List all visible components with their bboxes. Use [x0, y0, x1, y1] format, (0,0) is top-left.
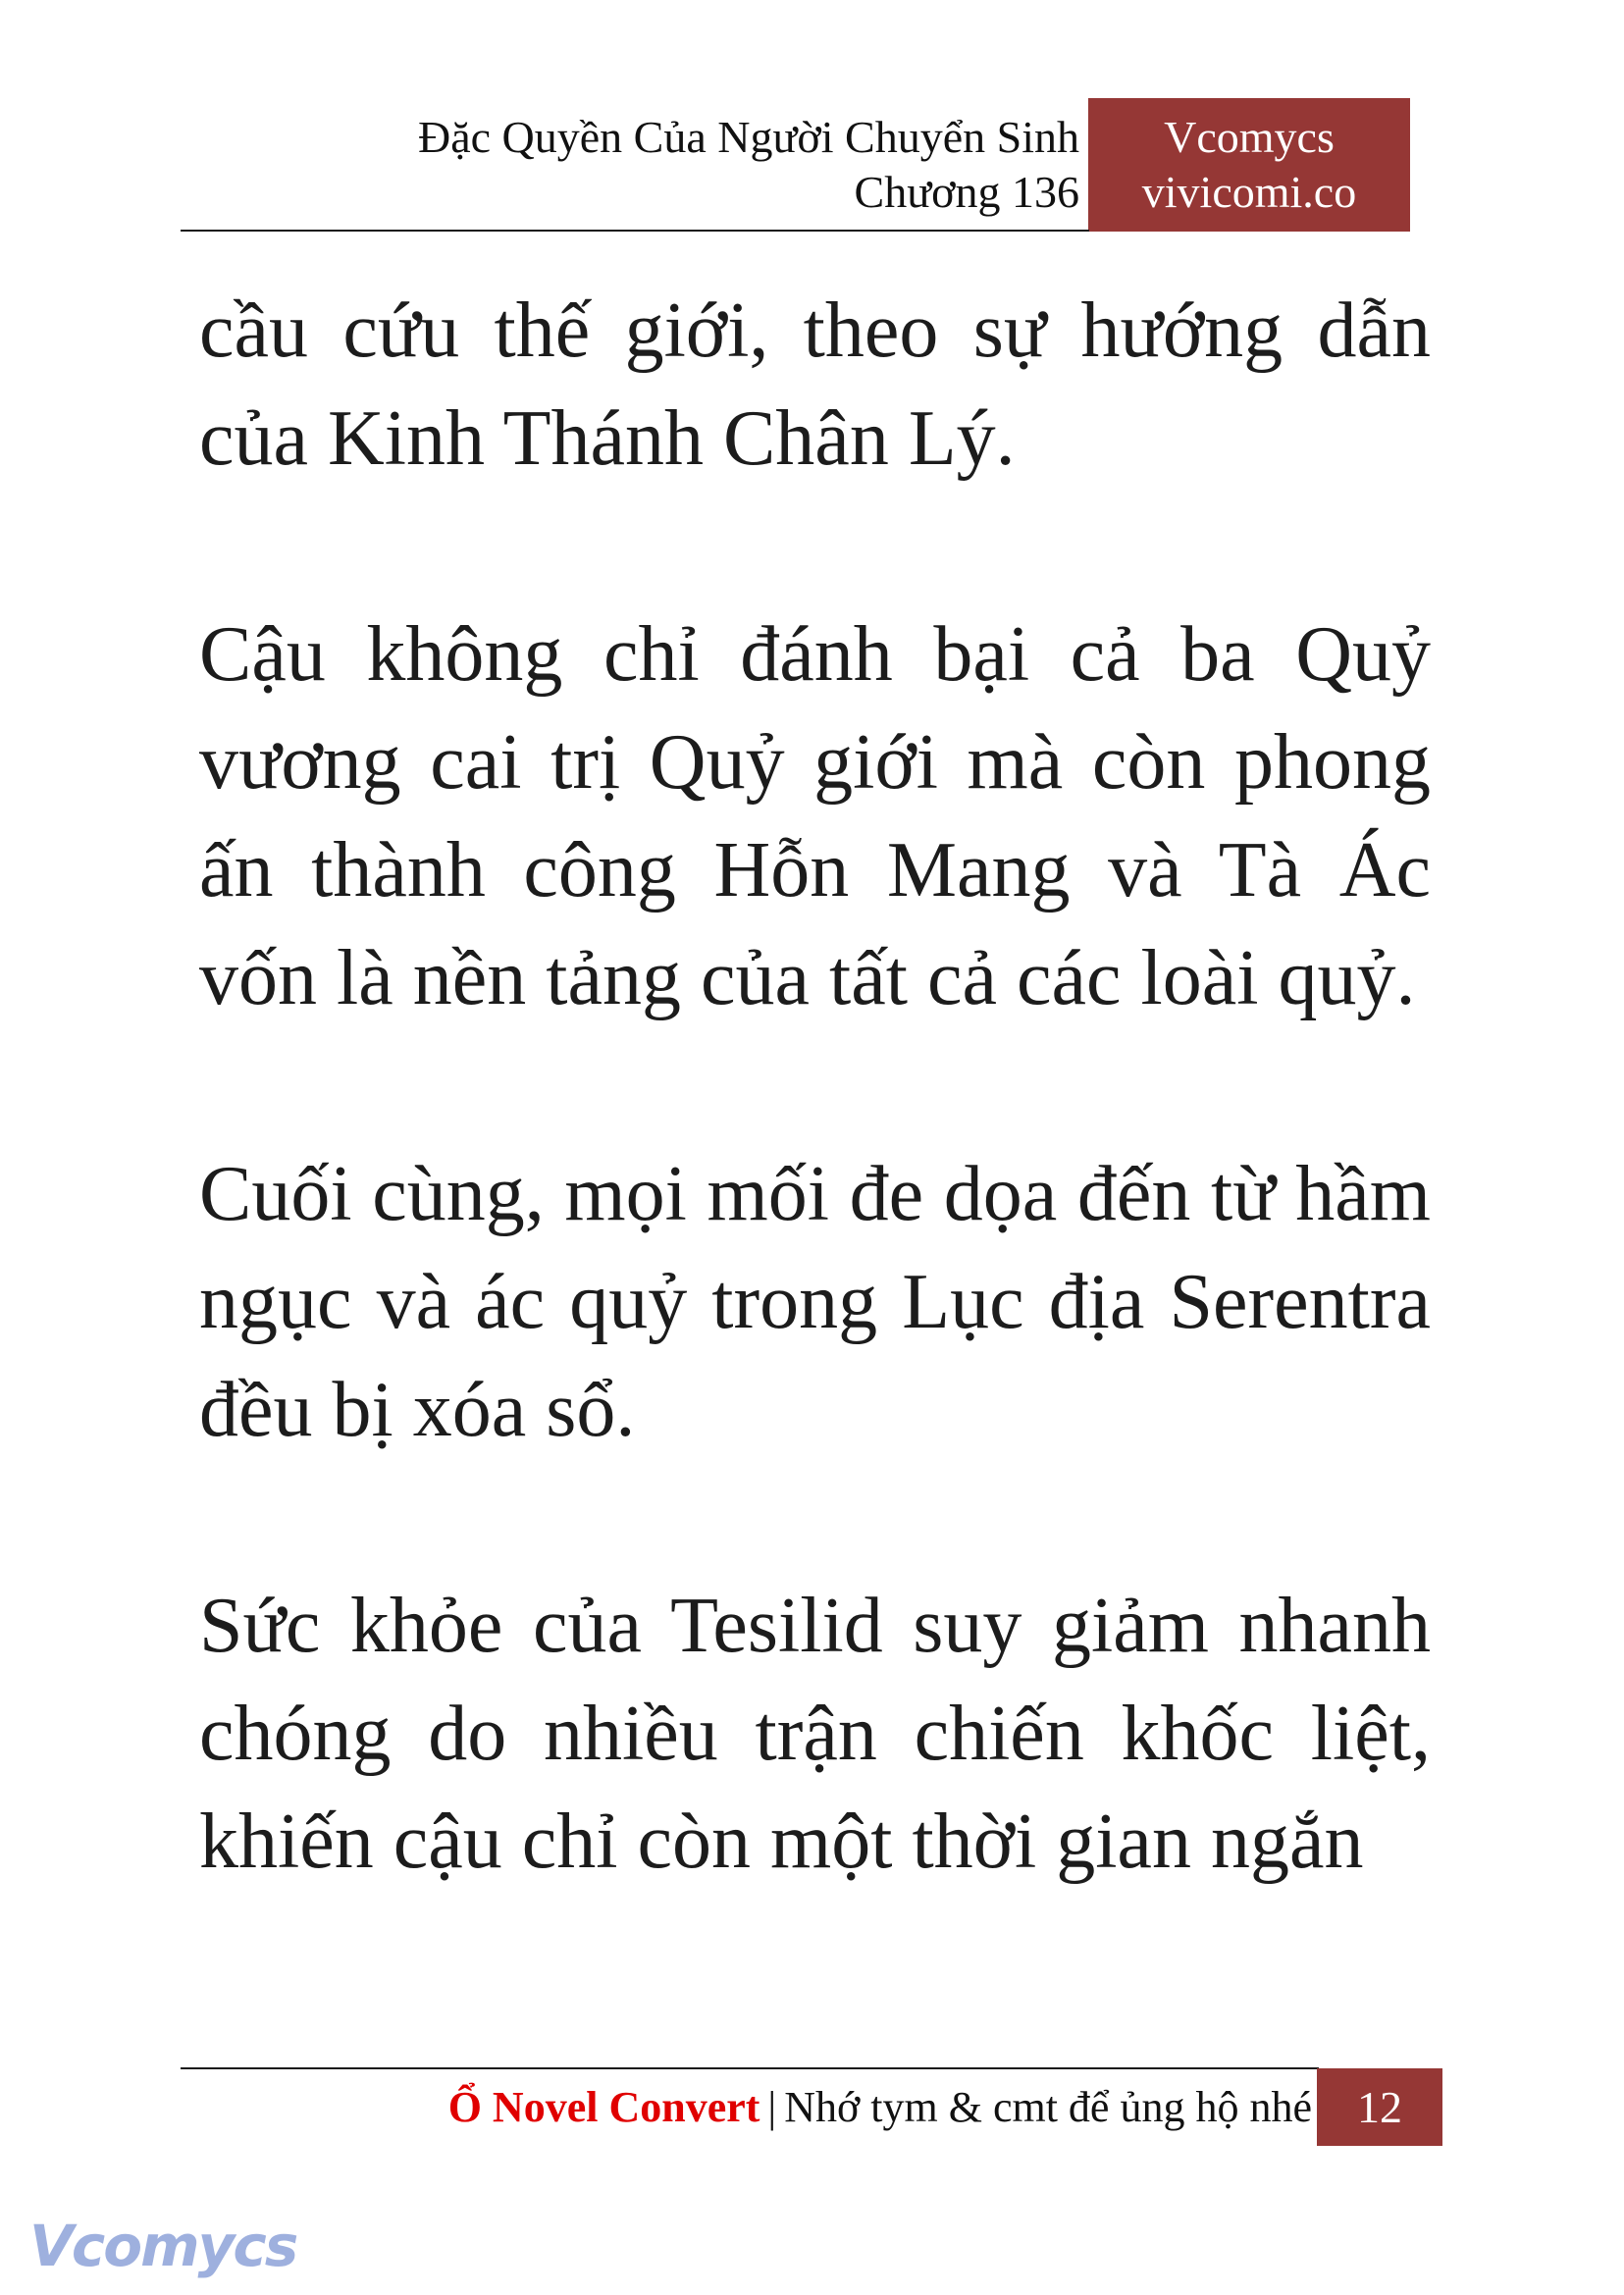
footer-separator: | — [767, 2083, 777, 2131]
footer-divider — [181, 2067, 1319, 2069]
footer-note: Nhớ tym & cmt để ủng hộ nhé — [784, 2083, 1312, 2131]
chapter-body — [199, 277, 1431, 2004]
brand-site-link[interactable]: vivicomi.co — [1141, 167, 1357, 217]
watermark-logo: Vcomycs — [29, 2213, 297, 2279]
book-title: Đặc Quyền Của Người Chuyển Sinh — [417, 112, 1079, 162]
page-header-title — [418, 110, 1079, 220]
header-divider — [181, 230, 1089, 232]
page-number: 12 — [1317, 2068, 1442, 2146]
chapter-label: Chương 136 — [854, 167, 1079, 217]
page-footer — [448, 2080, 1312, 2135]
brand-badge — [1088, 98, 1410, 232]
paragraph: Sức khỏe của Tesilid suy giảm nhanh chóng do nhiều trận chiến khốc liệt, khiến cậu chỉ còn một thời gian ngắn — [199, 1583, 1431, 1885]
paragraph: Cậu không chỉ đánh bại cả ba Quỷ vương cai trị Quỷ giới mà còn phong ấn thành công Hỗn Mang và Tà Ác vốn là nền tảng của tất cả các loài quỷ. — [199, 611, 1431, 1021]
footer-brand: Ổ Novel Convert — [447, 2083, 760, 2131]
paragraph: cầu cứu thế giới, theo sự hướng dẫn của Kinh Thánh Chân Lý. — [199, 287, 1431, 482]
brand-name: Vcomycs — [1164, 112, 1335, 162]
paragraph: Cuối cùng, mọi mối đe dọa đến từ hầm ngục và ác quỷ trong Lục địa Serentra đều bị xóa sổ. — [199, 1151, 1431, 1453]
